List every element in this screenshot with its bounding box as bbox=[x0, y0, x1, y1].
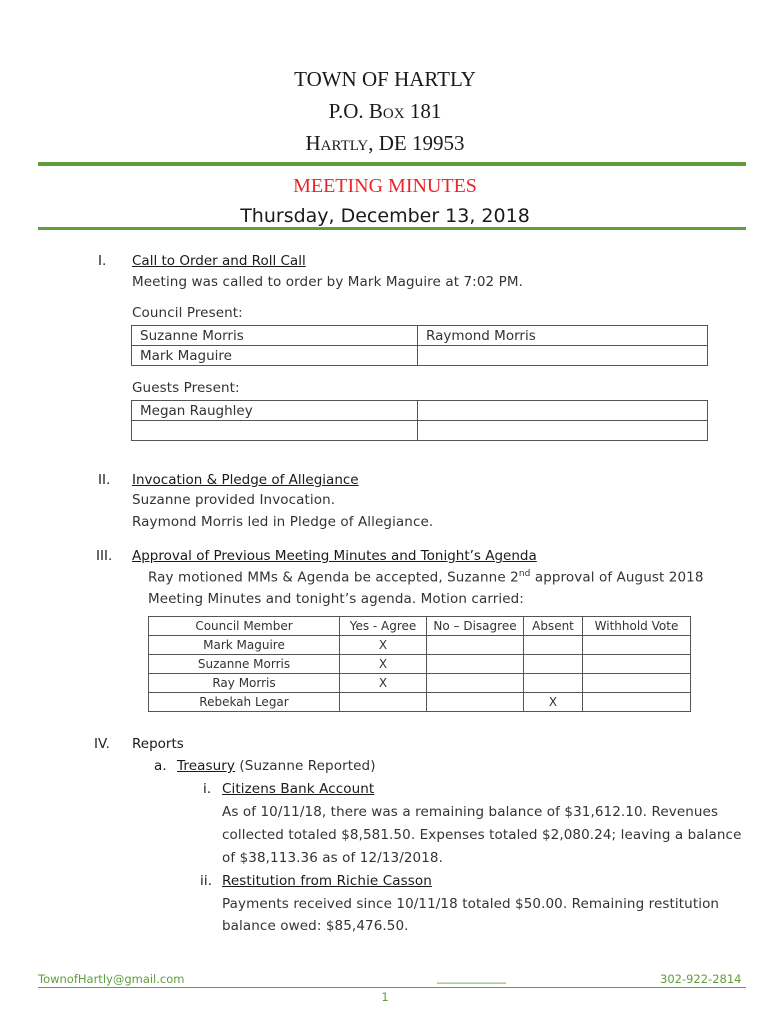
meeting-date: Thursday, December 13, 2018 bbox=[240, 205, 530, 227]
page-number: 1 bbox=[381, 990, 389, 1004]
bank-text-line2: collected totaled $8,581.50. Expenses totaled $2,080.24; leaving a balance bbox=[222, 827, 742, 843]
town-name: TOWN OF HARTLY bbox=[294, 67, 476, 91]
table-cell: Raymond Morris bbox=[418, 326, 708, 346]
item-i-label: i. bbox=[203, 781, 212, 797]
vote-cell: Ray Morris bbox=[149, 674, 340, 693]
vote-table bbox=[148, 616, 691, 712]
call-to-order-text: Meeting was called to order by Mark Maguire at 7:02 PM. bbox=[132, 274, 523, 290]
vote-cell: X bbox=[524, 693, 583, 712]
title-rule bbox=[38, 227, 746, 230]
vote-cell bbox=[583, 693, 691, 712]
treasury-heading bbox=[177, 758, 376, 774]
vote-header-row bbox=[149, 617, 691, 636]
council-present-label: Council Present: bbox=[132, 305, 243, 321]
table-row bbox=[132, 401, 708, 421]
vote-cell: Suzanne Morris bbox=[149, 655, 340, 674]
town-address: Hartly, DE 19953 bbox=[305, 131, 465, 155]
footer-rule bbox=[38, 987, 746, 988]
table-row bbox=[132, 346, 708, 366]
vote-cell bbox=[524, 636, 583, 655]
vote-cell bbox=[427, 674, 524, 693]
table-row bbox=[149, 693, 691, 712]
treasury-note: (Suzanne Reported) bbox=[235, 758, 376, 774]
restitution-text-line2: balance owed: $85,476.50. bbox=[222, 918, 409, 934]
ordinal-suffix: nd bbox=[518, 569, 531, 579]
vote-cell: X bbox=[340, 655, 427, 674]
citizens-bank-heading: Citizens Bank Account bbox=[222, 781, 375, 797]
document-title: MEETING MINUTES bbox=[293, 175, 477, 197]
table-row bbox=[132, 421, 708, 441]
bank-text-line1: As of 10/11/18, there was a remaining balance of $31,612.10. Revenues bbox=[222, 804, 719, 820]
restitution-heading: Restitution from Richie Casson bbox=[222, 873, 432, 889]
vote-cell: X bbox=[340, 674, 427, 693]
vote-header-cell: Withhold Vote bbox=[583, 617, 691, 636]
vote-cell: X bbox=[340, 636, 427, 655]
approval-text-part2: approval of August 2018 bbox=[530, 569, 704, 586]
vote-cell bbox=[427, 636, 524, 655]
table-cell: Suzanne Morris bbox=[132, 326, 418, 346]
vote-cell bbox=[340, 693, 427, 712]
table-row bbox=[149, 655, 691, 674]
table-cell bbox=[132, 421, 418, 441]
vote-header-cell: No – Disagree bbox=[427, 617, 524, 636]
vote-cell bbox=[524, 674, 583, 693]
bank-text-line3: of $38,113.36 as of 12/13/2018. bbox=[222, 850, 443, 866]
approval-text-line2: Meeting Minutes and tonight’s agenda. Motion carried: bbox=[148, 591, 524, 607]
po-box: P.O. Box 181 bbox=[328, 99, 442, 123]
vote-cell bbox=[583, 655, 691, 674]
approval-text-line1 bbox=[148, 569, 704, 586]
header-rule bbox=[38, 162, 746, 166]
section-3-number: III. bbox=[96, 548, 113, 564]
table-cell bbox=[418, 421, 708, 441]
vote-cell: Mark Maguire bbox=[149, 636, 340, 655]
vote-header-cell: Yes - Agree bbox=[340, 617, 427, 636]
section-2-number: II. bbox=[98, 472, 111, 488]
vote-header-cell: Council Member bbox=[149, 617, 340, 636]
restitution-text-line1: Payments received since 10/11/18 totaled $50.00. Remaining restitution bbox=[222, 896, 720, 912]
table-cell bbox=[418, 346, 708, 366]
section-1-number: I. bbox=[98, 253, 107, 269]
footer-phone: 302-922-2814 bbox=[660, 972, 742, 986]
vote-cell bbox=[583, 636, 691, 655]
table-cell bbox=[418, 401, 708, 421]
pledge-text: Raymond Morris led in Pledge of Allegiance. bbox=[132, 514, 434, 530]
table-cell: Megan Raughley bbox=[132, 401, 418, 421]
footer-email: TownofHartly@gmail.com bbox=[38, 972, 185, 986]
table-row bbox=[132, 326, 708, 346]
vote-cell bbox=[583, 674, 691, 693]
item-ii-label: ii. bbox=[200, 873, 213, 889]
approval-text-part1: Ray motioned MMs & Agenda be accepted, Suzanne 2 bbox=[148, 569, 519, 586]
section-3-heading: Approval of Previous Meeting Minutes and Tonight’s Agenda bbox=[132, 548, 537, 564]
section-4-heading: Reports bbox=[132, 736, 184, 752]
council-present-table bbox=[131, 325, 708, 366]
table-row bbox=[149, 674, 691, 693]
vote-header-cell: Absent bbox=[524, 617, 583, 636]
table-row bbox=[149, 636, 691, 655]
section-2-heading: Invocation & Pledge of Allegiance bbox=[132, 472, 359, 488]
sub-a-label: a. bbox=[154, 758, 167, 774]
vote-cell: Rebekah Legar bbox=[149, 693, 340, 712]
section-4-number: IV. bbox=[94, 736, 110, 752]
guests-present-table bbox=[131, 400, 708, 441]
guests-present-label: Guests Present: bbox=[132, 380, 240, 396]
invocation-text: Suzanne provided Invocation. bbox=[132, 492, 336, 508]
vote-cell bbox=[524, 655, 583, 674]
section-1-heading: Call to Order and Roll Call bbox=[132, 253, 306, 269]
table-cell: Mark Maguire bbox=[132, 346, 418, 366]
vote-cell bbox=[427, 693, 524, 712]
footer-middle: ____________ bbox=[437, 970, 506, 984]
vote-cell bbox=[427, 655, 524, 674]
treasury-title: Treasury bbox=[177, 758, 236, 774]
